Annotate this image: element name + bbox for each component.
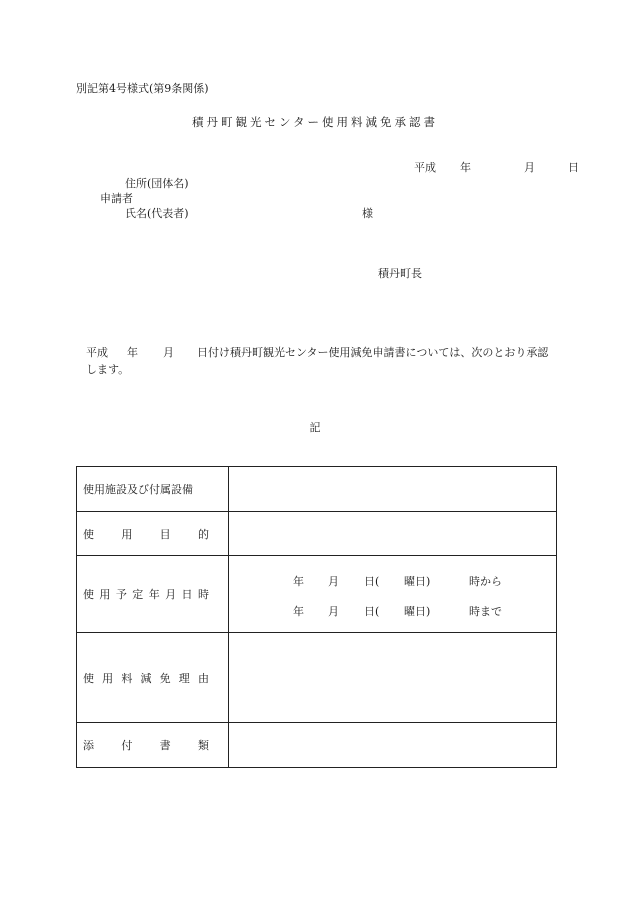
date-era: 平成	[414, 161, 436, 174]
schedule-to-line	[293, 603, 502, 619]
document-title: 積丹町観光センター使用料減免承認書	[191, 115, 439, 129]
sched-weekday: 曜日)	[404, 575, 431, 588]
sched-month: 月	[328, 605, 339, 618]
table-row	[77, 633, 557, 723]
label-char: 時	[197, 588, 209, 601]
label-char: 用	[99, 588, 111, 601]
facility-label	[77, 467, 229, 512]
date-day: 日	[568, 161, 579, 174]
date-year: 年	[460, 161, 471, 174]
label-char: 由	[197, 671, 209, 685]
honorific-sama: 様	[362, 207, 373, 220]
reduction-reason-label	[77, 633, 229, 723]
label-char: 使	[83, 671, 94, 685]
label-char: 的	[197, 527, 209, 541]
sched-day: 日(	[364, 605, 380, 618]
body-year: 年	[127, 346, 138, 359]
label-char: 理	[178, 671, 190, 685]
issuer-mayor: 積丹町長	[378, 267, 422, 280]
label-char: 付	[121, 739, 133, 752]
label-char: 予	[115, 588, 127, 601]
body-month: 月	[163, 346, 174, 359]
sched-to: 時まで	[469, 605, 502, 618]
issue-date	[414, 161, 579, 175]
sched-month: 月	[328, 575, 339, 588]
facility-value[interactable]	[229, 467, 557, 512]
label-char: 使	[83, 527, 94, 541]
schedule-label	[77, 556, 229, 633]
purpose-label	[77, 512, 229, 556]
date-month: 月	[524, 161, 535, 174]
schedule-value[interactable]	[229, 556, 557, 633]
schedule-from-line	[293, 573, 502, 589]
purpose-value[interactable]	[229, 512, 557, 556]
sched-year: 年	[293, 605, 304, 618]
representative-name-label: 氏名(代表者)	[125, 207, 189, 220]
address-label: 住所(団体名)	[125, 177, 189, 190]
label-char: 類	[197, 739, 209, 752]
label-char: 用	[121, 527, 133, 541]
label-char: 年	[148, 588, 160, 601]
table-row	[77, 467, 557, 512]
label-char: 使	[83, 588, 94, 601]
form-number-label: 別記第4号様式(第9条関係)	[76, 82, 209, 95]
sched-from: 時から	[469, 575, 502, 588]
applicant-label: 申請者	[100, 192, 133, 205]
ki-heading: 記	[309, 421, 321, 434]
label-char: 定	[132, 588, 144, 601]
label-char: 月	[165, 588, 177, 601]
label-char: 目	[159, 527, 171, 541]
label-char: 日	[181, 588, 193, 601]
body-era: 平成	[86, 346, 108, 359]
table-row	[77, 723, 557, 768]
table-row	[77, 512, 557, 556]
label-char: 免	[159, 671, 171, 685]
approval-statement	[86, 344, 558, 378]
sched-year: 年	[293, 575, 304, 588]
label-char: 書	[159, 739, 171, 752]
attachments-value[interactable]	[229, 723, 557, 768]
sched-weekday: 曜日)	[404, 605, 431, 618]
label-char: 料	[121, 671, 133, 685]
table-row	[77, 556, 557, 633]
label-char: 用	[102, 671, 114, 685]
approval-form-table	[76, 466, 557, 768]
body-text: 日付け積丹町観光センター使用減免申請書については、次のとおり承認します。	[86, 346, 549, 376]
attachments-label	[77, 723, 229, 768]
reduction-reason-value[interactable]	[229, 633, 557, 723]
label-char: 減	[140, 671, 152, 685]
sched-day: 日(	[364, 575, 380, 588]
label-char: 添	[83, 739, 94, 752]
facility-label-text: 使用施設及び付属設備	[83, 483, 193, 496]
